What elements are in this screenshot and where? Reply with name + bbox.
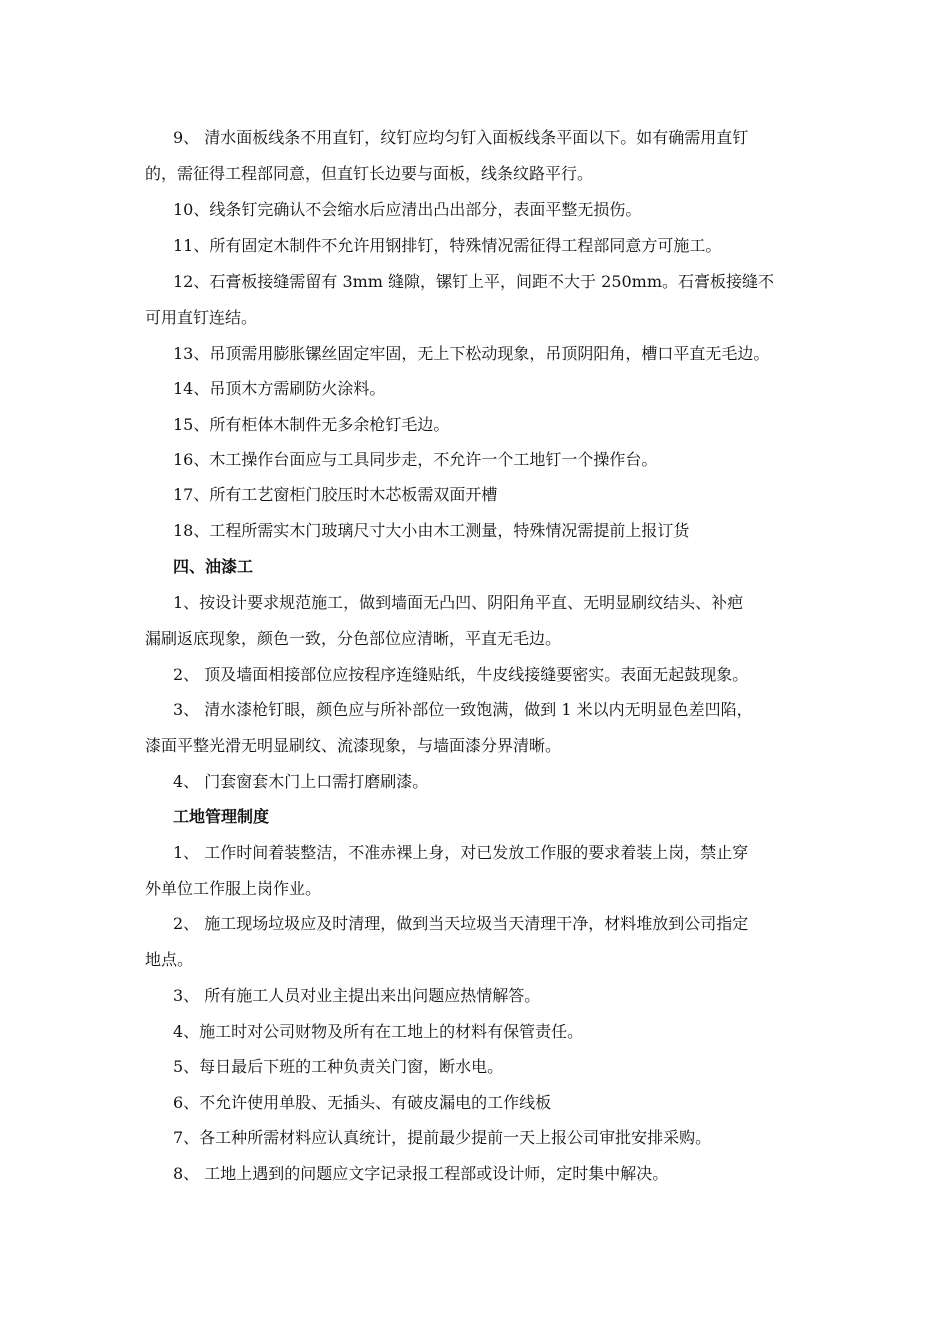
carpentry-item-18: [145, 513, 825, 549]
text-line: 6、不允许使用单股、无插头、有破皮漏电的工作线板: [173, 1093, 552, 1112]
section-heading: 四、油漆工: [173, 557, 254, 576]
text-line: 可用直钉连结。: [145, 308, 258, 327]
site-item-2: [145, 906, 825, 978]
painting-item-1: [145, 585, 825, 657]
text-line: 8、 工地上遇到的问题应文字记录报工程部或设计师，定时集中解决。: [173, 1164, 669, 1183]
text-line: 地点。: [145, 950, 194, 969]
painting-heading: [145, 549, 825, 585]
painting-item-4: [145, 764, 825, 800]
painting-item-3: [145, 692, 825, 764]
text-line: 11、所有固定木制件不允许用钢排钉，特殊情况需征得工程部同意方可施工。: [173, 236, 722, 255]
text-line: 漆面平整光滑无明显刷纹、流漆现象，与墙面漆分界清晰。: [145, 736, 562, 755]
text-line: 2、 顶及墙面相接部位应按程序连缝贴纸，牛皮线接缝要密实。表面无起鼓现象。: [173, 665, 749, 684]
text-line: 1、 工作时间着装整洁，不准赤裸上身，对已发放工作服的要求着装上岗，禁止穿: [173, 843, 749, 862]
site-management-heading: [145, 799, 825, 835]
text-line: 3、 所有施工人员对业主提出来出问题应热情解答。: [173, 986, 541, 1005]
site-item-8: [145, 1156, 825, 1192]
text-line: 4、 门套窗套木门上口需打磨刷漆。: [173, 772, 429, 791]
carpentry-item-14: [145, 371, 825, 407]
text-line: 15、所有柜体木制件无多余枪钉毛边。: [173, 415, 450, 434]
carpentry-item-17: [145, 477, 825, 513]
site-item-7: [145, 1120, 825, 1156]
text-line: 17、所有工艺窗柜门胶压时木芯板需双面开槽: [173, 485, 498, 504]
site-item-3: [145, 978, 825, 1014]
site-item-4: [145, 1014, 825, 1050]
text-line: 外单位工作服上岗作业。: [145, 879, 322, 898]
painting-item-2: [145, 657, 825, 693]
text-line: 漏刷返底现象，颜色一致，分色部位应清晰，平直无毛边。: [145, 629, 562, 648]
text-line: 9、 清水面板线条不用直钉，纹钉应均匀钉入面板线条平面以下。如有确需用直钉: [173, 128, 749, 147]
section-heading: 工地管理制度: [173, 807, 270, 826]
text-line: 16、木工操作台面应与工具同步走，不允许一个工地钉一个操作台。: [173, 450, 658, 469]
text-line: 的，需征得工程部同意，但直钉长边要与面板，线条纹路平行。: [145, 164, 594, 183]
site-item-1: [145, 835, 825, 907]
text-line: 3、 清水漆枪钉眼，颜色应与所补部位一致饱满，做到 1 米以内无明显色差凹陷，: [173, 700, 753, 719]
text-line: 5、每日最后下班的工种负责关门窗，断水电。: [173, 1057, 504, 1076]
text-line: 18、工程所需实木门玻璃尺寸大小由木工测量，特殊情况需提前上报订货: [173, 521, 690, 540]
carpentry-item-11: [145, 228, 825, 264]
text-line: 13、吊顶需用膨胀镙丝固定牢固，无上下松动现象，吊顶阴阳角，槽口平直无毛边。: [173, 344, 770, 363]
text-line: 2、 施工现场垃圾应及时清理，做到当天垃圾当天清理干净，材料堆放到公司指定: [173, 914, 749, 933]
carpentry-item-16: [145, 442, 825, 478]
site-item-5: [145, 1049, 825, 1085]
carpentry-item-13: [145, 336, 825, 372]
text-line: 7、各工种所需材料应认真统计，提前最少提前一天上报公司审批安排采购。: [173, 1128, 712, 1147]
text-line: 14、吊顶木方需刷防火涂料。: [173, 379, 386, 398]
carpentry-item-15: [145, 407, 825, 443]
text-line: 4、施工时对公司财物及所有在工地上的材料有保管责任。: [173, 1022, 584, 1041]
text-line: 10、线条钉完确认不会缩水后应清出凸出部分，表面平整无损伤。: [173, 200, 642, 219]
text-line: 1、按设计要求规范施工，做到墙面无凸凹、阴阳角平直、无明显刷纹结头、补疤: [173, 593, 744, 612]
text-line: 12、石膏板接缝需留有 3mm 缝隙，镙钉上平，间距不大于 250mm。石膏板接缝不: [173, 272, 775, 291]
carpentry-item-9: [145, 120, 825, 192]
carpentry-item-12: [145, 264, 825, 336]
carpentry-item-10: [145, 192, 825, 228]
site-item-6: [145, 1085, 825, 1121]
